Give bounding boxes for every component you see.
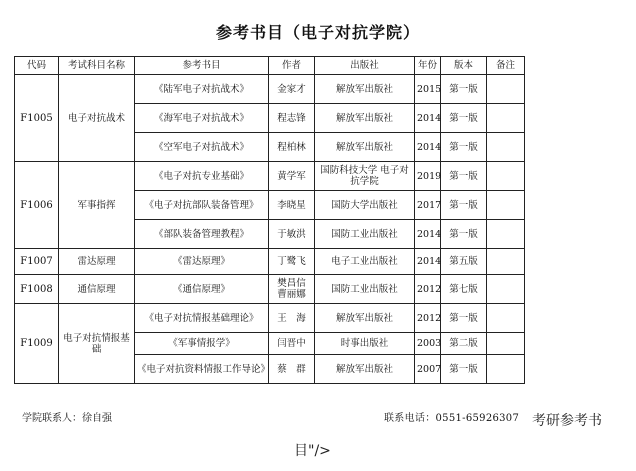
book-year: 2019 [415, 162, 441, 191]
book-title: 《部队装备管理教程》 [135, 220, 269, 249]
book-title: 《陆军电子对抗战术》 [135, 75, 269, 104]
book-publisher: 国防科技大学 电子对抗学院 [315, 162, 415, 191]
book-year: 2003 [415, 333, 441, 355]
book-edition: 第一版 [441, 75, 487, 104]
book-author: 程志锋 [269, 104, 315, 133]
book-year: 2012 [415, 304, 441, 333]
book-author: 闫晋中 [269, 333, 315, 355]
subject-code: F1005 [15, 75, 59, 162]
header-book: 参考书目 [135, 57, 269, 75]
book-author: 黄学军 [269, 162, 315, 191]
table-row [15, 162, 525, 191]
book-author: 蔡 群 [269, 355, 315, 384]
book-edition: 第七版 [441, 275, 487, 304]
book-year: 2012 [415, 275, 441, 304]
book-note [487, 162, 525, 191]
book-edition: 第一版 [441, 104, 487, 133]
book-title: 《电子对抗专业基础》 [135, 162, 269, 191]
book-year: 2014 [415, 104, 441, 133]
book-author: 丁鹭飞 [269, 249, 315, 275]
header-publisher: 出版社 [315, 57, 415, 75]
book-publisher: 时事出版社 [315, 333, 415, 355]
book-publisher: 电子工业出版社 [315, 249, 415, 275]
subject-name: 电子对抗战术 [59, 75, 135, 162]
book-note [487, 249, 525, 275]
header-note: 备注 [487, 57, 525, 75]
book-note [487, 191, 525, 220]
book-note [487, 220, 525, 249]
header-author: 作者 [269, 57, 315, 75]
book-author: 樊昌信 曹丽娜 [269, 275, 315, 304]
book-title: 《通信原理》 [135, 275, 269, 304]
page-title: 参考书目（电子对抗学院） [215, 23, 420, 42]
contact-phone: 联系电话：0551-65926307 [384, 413, 520, 424]
book-note [487, 133, 525, 162]
book-publisher: 解放军出版社 [315, 104, 415, 133]
book-note [487, 304, 525, 333]
book-publisher: 解放军出版社 [315, 75, 415, 104]
book-author: 金家才 [269, 75, 315, 104]
table-row [15, 75, 525, 104]
book-edition: 第一版 [441, 133, 487, 162]
book-edition: 第一版 [441, 162, 487, 191]
book-note [487, 75, 525, 104]
subject-code: F1007 [15, 249, 59, 275]
book-edition: 第一版 [441, 191, 487, 220]
book-title: 《电子对抗情报基础理论》 [135, 304, 269, 333]
header-edition: 版本 [441, 57, 487, 75]
subject-code: F1008 [15, 275, 59, 304]
book-publisher: 国防工业出版社 [315, 220, 415, 249]
book-title: 《军事情报学》 [135, 333, 269, 355]
subject-name: 电子对抗情报基础 [59, 304, 135, 384]
book-title: 《海军电子对抗战术》 [135, 104, 269, 133]
book-author: 于敏洪 [269, 220, 315, 249]
stray-text: 目"/> [294, 443, 331, 459]
book-publisher: 解放军出版社 [315, 304, 415, 333]
contact-person: 学院联系人：徐自强 [22, 413, 112, 424]
book-title: 《电子对抗部队装备管理》 [135, 191, 269, 220]
book-author: 程柏林 [269, 133, 315, 162]
book-note [487, 333, 525, 355]
book-edition: 第一版 [441, 355, 487, 384]
subject-name: 雷达原理 [59, 249, 135, 275]
book-year: 2015 [415, 75, 441, 104]
book-note [487, 275, 525, 304]
subject-code: F1009 [15, 304, 59, 384]
book-publisher: 解放军出版社 [315, 355, 415, 384]
book-title: 《电子对抗资料情报工作导论》 [135, 355, 269, 384]
reference-table [14, 56, 525, 384]
book-note [487, 355, 525, 384]
book-author: 王 海 [269, 304, 315, 333]
subject-name: 军事指挥 [59, 162, 135, 249]
header-year: 年份 [415, 57, 441, 75]
book-author: 李晓星 [269, 191, 315, 220]
book-title: 《雷达原理》 [135, 249, 269, 275]
book-year: 2014 [415, 133, 441, 162]
book-edition: 第五版 [441, 249, 487, 275]
book-year: 2007 [415, 355, 441, 384]
subject-code: F1006 [15, 162, 59, 249]
table-row [15, 304, 525, 333]
book-year: 2014 [415, 249, 441, 275]
table-header-row [15, 57, 525, 75]
book-publisher: 国防大学出版社 [315, 191, 415, 220]
side-caption: 考研参考书 [532, 413, 602, 429]
book-edition: 第二版 [441, 333, 487, 355]
book-edition: 第一版 [441, 220, 487, 249]
book-title: 《空军电子对抗战术》 [135, 133, 269, 162]
book-note [487, 104, 525, 133]
book-edition: 第一版 [441, 304, 487, 333]
book-year: 2014 [415, 220, 441, 249]
subject-name: 通信原理 [59, 275, 135, 304]
header-code: 代码 [15, 57, 59, 75]
header-subject: 考试科目名称 [59, 57, 135, 75]
table-row [15, 249, 525, 275]
table-row [15, 275, 525, 304]
book-publisher: 国防工业出版社 [315, 275, 415, 304]
book-year: 2017 [415, 191, 441, 220]
book-publisher: 解放军出版社 [315, 133, 415, 162]
